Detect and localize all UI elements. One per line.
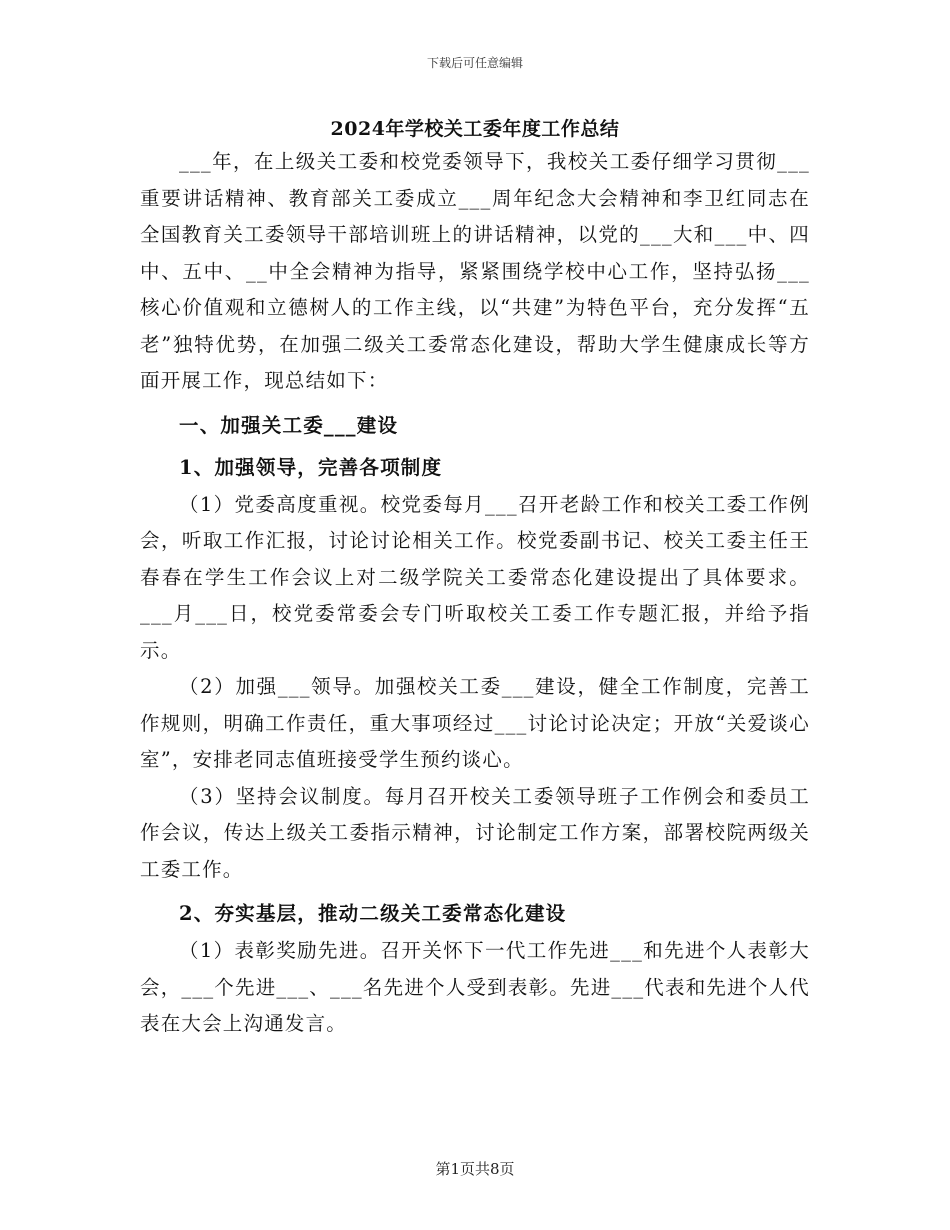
document-title: 2024年学校关工委年度工作总结 (330, 118, 620, 140)
header-note: 下载后可任意编辑 (426, 56, 523, 70)
intro-paragraph: ___年，在上级关工委和校党委领导下，我校关工委仔细学习贯彻___重要讲话精神、教育部关工委成立___周年纪念大会精神和李卫红同志在全国教育关工委领导干部培训班上的讲话精神，以党的___大和___中、四中、五中、__中全会精神为指导，紧紧围绕学校中心工作，坚持弘扬___核心价值观和立德树人的工作主线，以“共建”为特色平台，充分发挥“五老”独特优势，在加强二级关工委常态化建设，帮助大学生健康成长等方面开展工作，现总结如下： (140, 150, 810, 392)
paragraph-party-committee: （1）党委高度重视。校党委每月___召开老龄工作和校关工委工作例会，听取工作汇报，讨论讨论相关工作。校党委副书记、校关工委主任王春春在学生工作会议上对二级学院关工委常态化建设提出了具体要求。___月___日，校党委常委会专门听取校关工委工作专题汇报，并给予指示。 (140, 492, 810, 662)
section-heading-1: 一、加强关工委___建设 (179, 413, 399, 437)
document-body (140, 144, 810, 1043)
paragraph-meeting-system: （3）坚持会议制度。每月召开校关工委领导班子工作例会和委员工作会议，传达上级关工委指示精神，讨论制定工作方案，部署校院两级关工委工作。 (140, 784, 810, 881)
paragraph-strengthen-leadership: （2）加强___领导。加强校关工委___建设，健全工作制度，完善工作规则，明确工作责任，重大事项经过___讨论讨论决定；开放“关爱谈心室”，安排老同志值班接受学生预约谈心。 (140, 675, 810, 771)
subsection-heading-2: 2、夯实基层，推动二级关工委常态化建设 (179, 902, 567, 925)
paragraph-commendation: （1）表彰奖励先进。召开关怀下一代工作先进___和先进个人表彰大会，___个先进___、___名先进个人受到表彰。先进___代表和先进个人代表在大会上沟通发言。 (140, 939, 810, 1035)
page-number: 第1页共8页 (435, 1160, 515, 1178)
subsection-heading-1: 1、加强领导，完善各项制度 (179, 455, 443, 479)
